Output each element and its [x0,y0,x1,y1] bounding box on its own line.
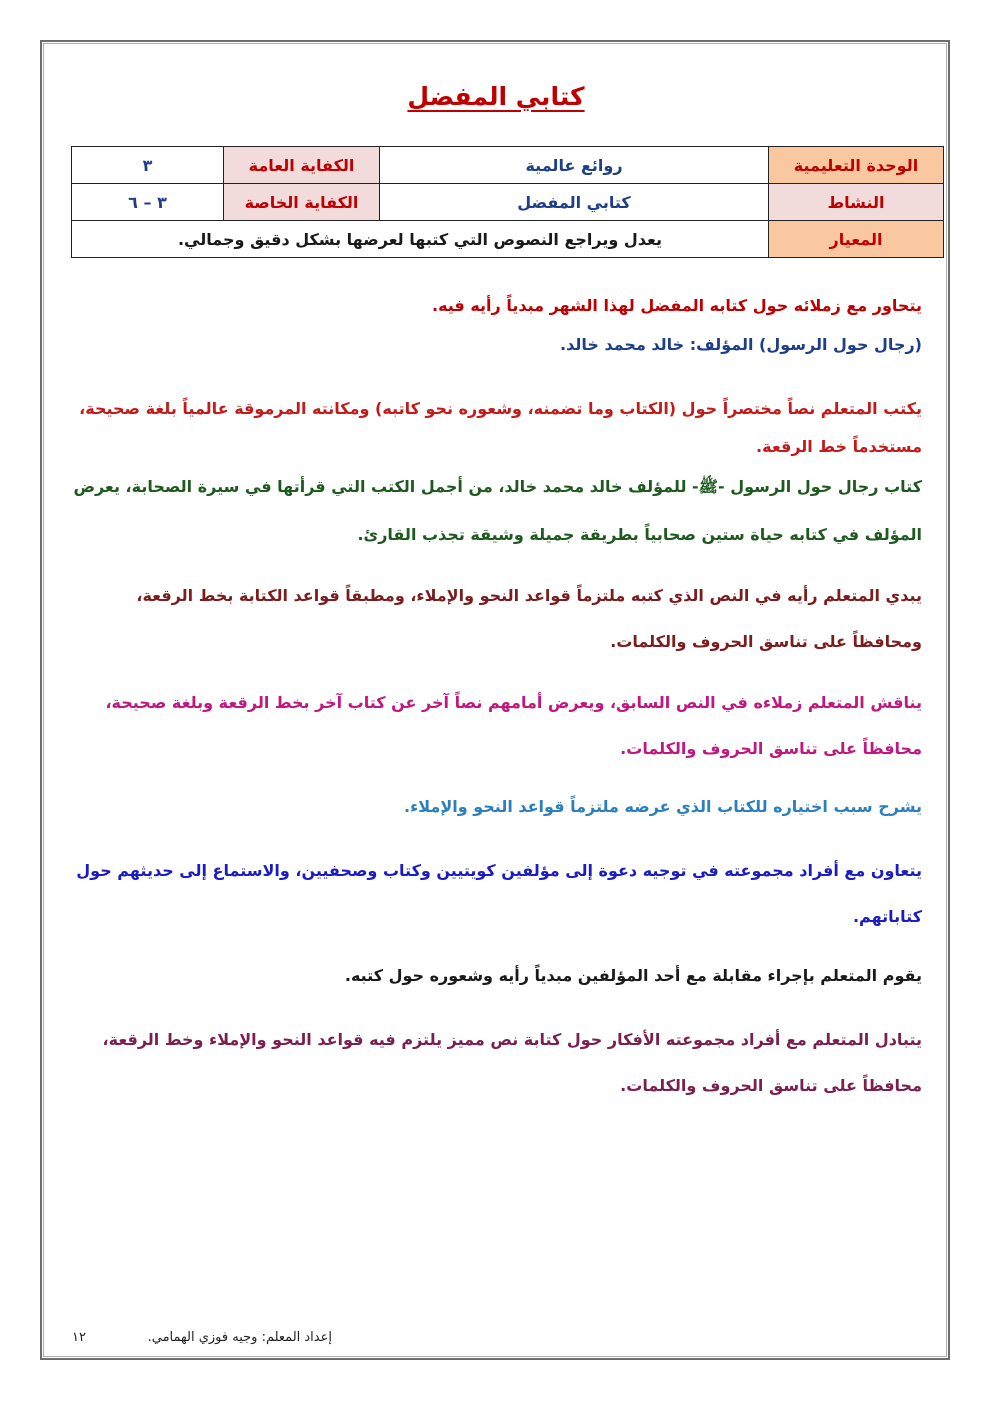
paragraph-reason: يشرح سبب اختياره للكتاب الذي عرضه ملتزماً قواعد النحو والإملاء. [404,797,922,816]
activity-label: النشاط [769,184,944,221]
footer [0,1330,992,1354]
page-title [0,82,992,111]
general-competency-value: ٣ [72,147,224,184]
activity-value: كتابي المفضل [380,184,769,221]
info-table [71,146,944,258]
standard-label: المعيار [769,221,944,258]
unit-label: الوحدة التعليمية [769,147,944,184]
paragraph-peer-discussion: يناقش المتعلم زملاءه في النص السابق، ويعرض أمامهم نصاً آخر عن كتاب آخر بخط الرقعة وبلغة صحيحة، محافظاً على تناسق الحروف والكلمات. [105,693,922,758]
paragraph-sample-text: كتاب رجال حول الرسول -ﷺ- للمؤلف خالد محمد خالد، من أجمل الكتب التي قرأتها في سيرة الصحابة، يعرض المؤلف في كتابه حياة ستين صحابياً بطريقة جميلة وشيقة تجذب القارئ. [73,477,922,544]
paragraph-exchange: يتبادل المتعلم مع أفراد مجموعته الأفكار حول كتابة نص مميز يلتزم فيه قواعد النحو والإملاء وخط الرقعة، محافظاً على تناسق الحروف والكلمات. [102,1030,922,1095]
paragraph-book-title: (رجال حول الرسول) المؤلف: خالد محمد خالد. [560,335,922,354]
page-title-text: كتابي المفضل [407,82,585,111]
page-number: ١٢ [72,1330,86,1345]
paragraph-writing-task: يكتب المتعلم نصاً مختصراً حول (الكتاب وما تضمنه، وشعوره نحو كاتبه) ومكانته المرموقة عالمياً بلغة صحيحة، مستخدماً خط الرقعة. [79,399,922,456]
general-competency-label: الكفاية العامة [224,147,380,184]
specific-competency-label: الكفاية الخاصة [224,184,380,221]
standard-value: يعدل ويراجع النصوص التي كتبها لعرضها بشكل دقيق وجمالي. [72,221,769,258]
paragraph-invitation: يتعاون مع أفراد مجموعته في توجيه دعوة إلى مؤلفين كويتيين وكتاب وصحفيين، والاستماع إلى حديثهم حول كتاباتهم. [76,861,922,926]
paragraph-opinion: يبدي المتعلم رأيه في النص الذي كتبه ملتزماً قواعد النحو والإملاء، ومطبقاً قواعد الكتابة بخط الرقعة، ومحافظاً على تناسق الحروف والكلمات. [136,586,922,651]
table-row [72,221,944,258]
specific-competency-value: ٣ – ٦ [72,184,224,221]
paragraph-discussion: يتحاور مع زملائه حول كتابه المفضل لهذا الشهر مبدياً رأيه فيه. [431,296,922,315]
table-row [72,184,944,221]
unit-value: روائع عالمية [380,147,769,184]
footer-author: إعداد المعلم: وجيه فوزي الهمامي. [147,1330,332,1345]
table-row [72,147,944,184]
paragraph-interview: يقوم المتعلم بإجراء مقابلة مع أحد المؤلفين مبدياً رأيه وشعوره حول كتبه. [344,966,922,985]
